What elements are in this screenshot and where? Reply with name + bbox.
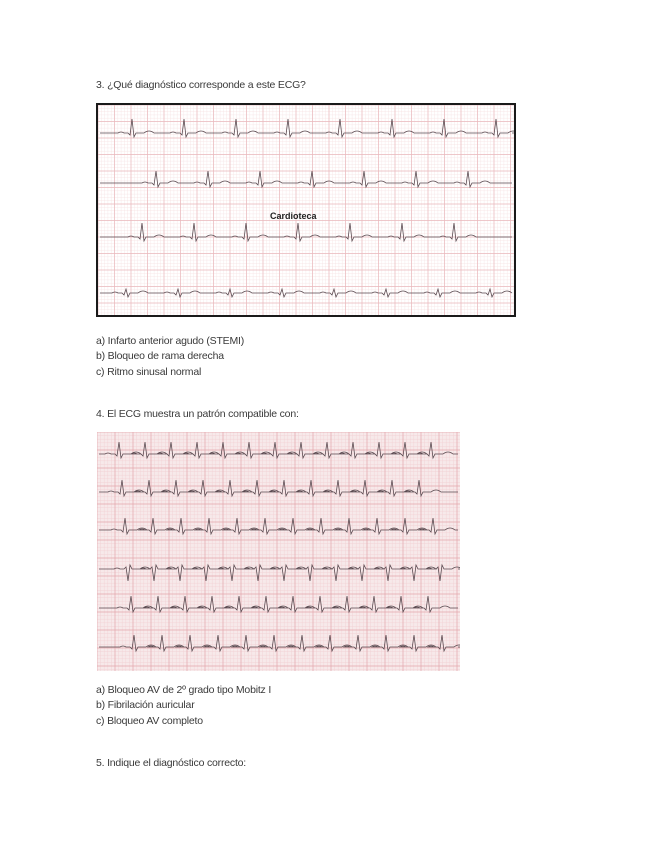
- ecg2-row-3-trace: [99, 518, 458, 534]
- q4-option-c: c) Bloqueo AV completo: [96, 715, 203, 727]
- question-5: 5. Indique el diagnóstico correcto:: [96, 757, 247, 769]
- q4-option-a: a) Bloqueo AV de 2º grado tipo Mobitz I: [96, 684, 272, 696]
- q4-option-b: b) Fibrilación auricular: [96, 699, 195, 711]
- ecg-grid-minor: [98, 105, 514, 315]
- ecg-image-1: [96, 103, 516, 317]
- ecg2-row-6-trace: [99, 635, 460, 651]
- q3-option-b: b) Bloqueo de rama derecha: [96, 350, 224, 362]
- ecg-grid-major: [97, 432, 460, 671]
- ecg2-row-5-trace: [99, 596, 458, 612]
- ecg2-row-4-trace: [99, 565, 460, 581]
- q3-option-c: c) Ritmo sinusal normal: [96, 366, 202, 378]
- ecg-image-2: [97, 432, 460, 671]
- watermark-label: Cardioteca: [270, 211, 317, 221]
- ecg-trace-1: [98, 105, 514, 315]
- ecg-trace-2: [97, 432, 460, 671]
- q3-option-a: a) Infarto anterior agudo (STEMI): [96, 335, 245, 347]
- question-3: 3. ¿Qué diagnóstico corresponde a este ECG?: [96, 79, 306, 91]
- question-4: 4. El ECG muestra un patrón compatible con:: [96, 408, 299, 420]
